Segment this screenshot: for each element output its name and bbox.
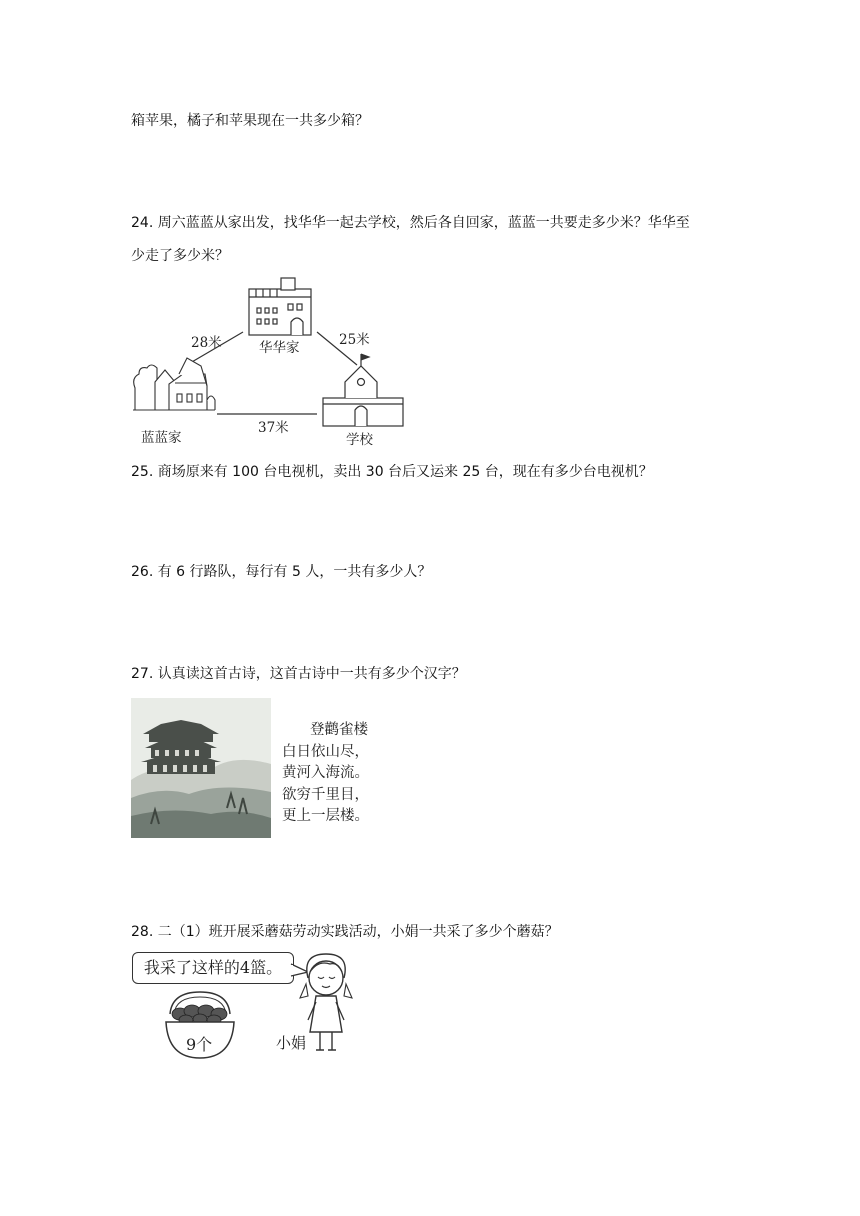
q28-text: 28. 二（1）班开展采蘑菇劳动实践活动，小娟一共采了多少个蘑菇？: [131, 924, 559, 940]
poem-line-1: 白日依山尽，: [282, 743, 369, 760]
poem-line-3: 欲穷千里目，: [282, 786, 369, 803]
pavilion-painting-image: [131, 698, 271, 838]
poem-line-2: 黄河入海流。: [282, 765, 369, 781]
q26-text: 26. 有 6 行路队，每行有 5 人，一共有多少人？: [131, 564, 432, 580]
poem-line-4: 更上一层楼。: [282, 808, 369, 824]
poem-title: 登鹳雀楼: [310, 722, 368, 738]
distance-huahua-school: 25米: [339, 332, 370, 348]
girl-name-label: 小娟: [276, 1034, 307, 1052]
huahua-home-label: 华华家: [259, 340, 300, 356]
q25-text: 25. 商场原来有 100 台电视机，卖出 30 台后又运来 25 台，现在有多少台电视机？: [131, 464, 653, 480]
school-label: 学校: [346, 432, 373, 448]
lanlan-home-label: 蓝蓝家: [141, 430, 182, 446]
distance-lanlan-school: 37米: [258, 420, 289, 436]
basket-count-label: 9个: [186, 1035, 213, 1054]
school-building-icon: [323, 354, 403, 426]
lanlan-home-house-icon: [133, 358, 215, 410]
q24-text-line1: 24. 周六蓝蓝从家出发，找华华一起去学校，然后各自回家，蓝蓝一共要走多少米？华华至: [131, 215, 690, 231]
speech-bubble: 我采了这样的4篮。: [132, 952, 294, 984]
q27-text: 27. 认真读这首古诗，这首古诗中一共有多少个汉字？: [131, 666, 466, 682]
q24-route-map: [125, 270, 415, 455]
huahua-home-building-icon: [249, 278, 311, 335]
poem-block: [282, 720, 392, 828]
q23-tail-text: 箱苹果，橘子和苹果现在一共多少箱？: [131, 113, 369, 129]
distance-lanlan-huahua: 28米: [191, 335, 222, 351]
q24-text-line2: 少走了多少米？: [131, 248, 229, 264]
